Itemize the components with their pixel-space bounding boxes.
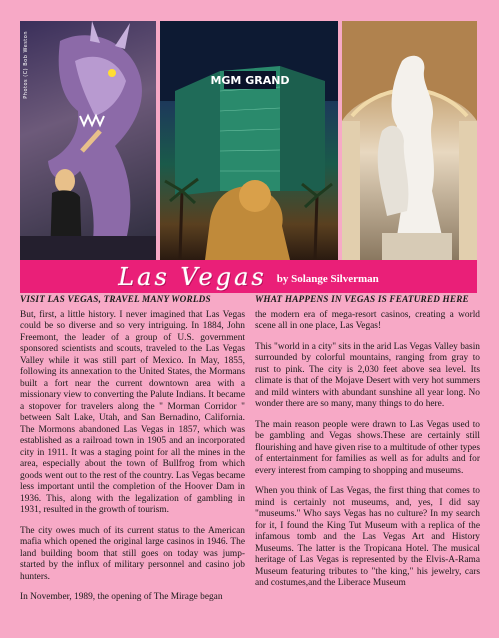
photo-statue: [342, 21, 477, 260]
mgm-sign: MGM GRAND: [210, 74, 290, 87]
left-paragraph-2: The city owes much of its current status to the American mafia which opened the original large casinos in 1946. The land building boom that still goes on today was jump-started by the influx of military personnel and casino job hunters.: [20, 525, 245, 582]
right-column-heading: WHAT HAPPENS IN VEGAS IS FEATURED HERE: [255, 294, 469, 304]
right-paragraph-1: the modern era of mega-resort casinos, creating a world scene all in one place, Las Vegas!: [255, 309, 480, 331]
right-column: [255, 294, 480, 599]
photo-strip: [20, 21, 477, 260]
photo-credit: Photos (C) Bob Weston: [23, 31, 29, 99]
article-author: by Solange Silverman: [276, 272, 379, 285]
left-paragraph-3: In November, 1989, the opening of The Mirage began: [20, 592, 223, 602]
title-banner: [20, 260, 477, 293]
right-paragraph-2: This "world in a city" sits in the arid Las Vegas Valley basin surrounded by colorful mountains, ranging from gray to rust to pink. The city is 2,030 feet above sea level. Its climate is that of the Mojave Desert with very hot summers and mild winters with abundant sunshine all year long. No wonder there are so many, many things to do here.: [255, 341, 480, 409]
right-paragraph-4: When you think of Las Vegas, the first thing that comes to mind is certainly not museums, and, yes, I did say "museums." Who says Vegas has no culture? In my search for it, I found the King Tut Museum with a replica of the infamous tomb and the Las Vegas Art and History Museums. The latter is the Tropicana Hotel. The musical heritage of Las Vegas is represented by the Elvis-A-Rama Museum featuring tributes to "the king," his jewelry, cars and costumes,and the Liberace Museum: [255, 486, 480, 588]
statue-illustration: [342, 21, 477, 260]
mgm-illustration: [160, 21, 338, 260]
dragon-illustration: [20, 21, 156, 260]
left-paragraph-1: But, first, a little history. I never imagined that Las Vegas could be so diverse and so very intriguing. In 1884, John Freemont, the leader of a group of U.S. government sponsored scientists and scouts, traveled to the Las Vegas Valley while it was still part of Mexico. In May, 1855, following its annexation to the United States, the Mormans built a fort near the current downtown area with a missionary view to converting the Palute Indians. It became a stopover for travelers along the " Morman Corridor " between Salt Lake, Utah, and San Bernadino, California. The Mormons abandoned Las Vegas in 1857, which was established as a railroad town in 1905 and an incorporated city in 1911. It was a staging point for all the mines in the area, especially about the town of Bullfrog from which goods went out to the rest of the country. Las Vegas became less important until the completion of the Hoover Dam in 1936. This, along with the legalization of gambling in 1931, resulted in the growth of tourism.: [20, 309, 245, 515]
photo-mgm-grand: [160, 21, 338, 260]
article-title: Las Vegas: [118, 262, 267, 291]
left-column: [20, 294, 245, 613]
photo-dragon: [20, 21, 156, 260]
right-paragraph-3: The main reason people were drawn to Las Vegas used to be gambling and Vegas shows.These are certainly still flourishing and have given rise to a multitude of other types of entertainment for families as well as for adults and for every interest from camping to shopping and museums.: [255, 419, 480, 476]
left-column-heading: VISIT LAS VEGAS, TRAVEL MANY WORLDS: [20, 294, 211, 304]
